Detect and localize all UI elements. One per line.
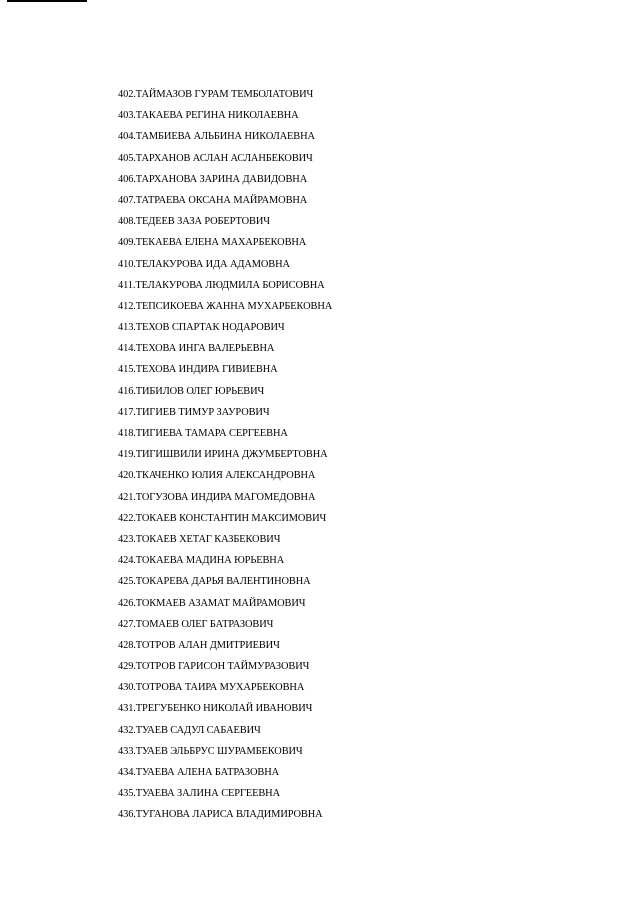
list-item: 403.ТАКАЕВА РЕГИНА НИКОЛАЕВНА: [118, 110, 299, 122]
list-item: 417.ТИГИЕВ ТИМУР ЗАУРОВИЧ: [118, 406, 270, 418]
list-item: 428.ТОТРОВ АЛАН ДМИТРИЕВИЧ: [118, 639, 280, 651]
name-list: [118, 84, 332, 826]
list-item: 402.ТАЙМАЗОВ ГУРАМ ТЕМБОЛАТОВИЧ: [118, 89, 314, 100]
list-item: 406.ТАРХАНОВА ЗАРИНА ДАВИДОВНА: [118, 173, 308, 185]
list-item: 432.ТУАЕВ САДУЛ САБАЕВИЧ: [118, 724, 261, 736]
list-item: 434.ТУАЕВА АЛЕНА БАТРАЗОВНА: [118, 767, 280, 778]
list-item: 415.ТЕХОВА ИНДИРА ГИВИЕВНА: [118, 364, 278, 376]
list-item: 419.ТИГИШВИЛИ ИРИНА ДЖУМБЕРТОВНА: [118, 449, 328, 461]
list-item: 436.ТУГАНОВА ЛАРИСА ВЛАДИМИРОВНА: [118, 809, 323, 821]
list-item: 411.ТЕЛАКУРОВА ЛЮДМИЛА БОРИСОВНА: [118, 279, 325, 291]
list-item: 421.ТОГУЗОВА ИНДИРА МАГОМЕДОВНА: [118, 491, 316, 503]
list-item: 427.ТОМАЕВ ОЛЕГ БАТРАЗОВИЧ: [118, 618, 274, 630]
list-item: 405.ТАРХАНОВ АСЛАН АСЛАНБЕКОВИЧ: [118, 152, 313, 164]
list-item: 433.ТУАЕВ ЭЛЬБРУС ШУРАМБЕКОВИЧ: [118, 745, 303, 757]
list-item: 422.ТОКАЕВ КОНСТАНТИН МАКСИМОВИЧ: [118, 512, 327, 524]
list-item: 423.ТОКАЕВ ХЕТАГ КАЗБЕКОВИЧ: [118, 533, 281, 545]
list-item: 407.ТАТРАЕВА ОКСАНА МАЙРАМОВНА: [118, 194, 308, 206]
list-item: 420.ТКАЧЕНКО ЮЛИЯ АЛЕКСАНДРОВНА: [118, 470, 316, 482]
list-item: 412.ТЕПСИКОЕВА ЖАННА МУХАРБЕКОВНА: [118, 300, 333, 312]
list-item: 408.ТЕДЕЕВ ЗАЗА РОБЕРТОВИЧ: [118, 216, 270, 228]
top-rule: [7, 0, 87, 2]
list-item: 431.ТРЕГУБЕНКО НИКОЛАЙ ИВАНОВИЧ: [118, 703, 313, 715]
list-item: 424.ТОКАЕВА МАДИНА ЮРЬЕВНА: [118, 555, 285, 567]
list-item: 426.ТОКМАЕВ АЗАМАТ МАЙРАМОВИЧ: [118, 597, 306, 609]
list-item: 435.ТУАЕВА ЗАЛИНА СЕРГЕЕВНА: [118, 788, 280, 800]
list-item: 414.ТЕХОВА ИНГА ВАЛЕРЬЕВНА: [118, 343, 275, 355]
list-item: 416.ТИБИЛОВ ОЛЕГ ЮРЬЕВИЧ: [118, 385, 265, 397]
list-item: 409.ТЕКАЕВА ЕЛЕНА МАХАРБЕКОВНА: [118, 237, 307, 249]
list-item: 413.ТЕХОВ СПАРТАК НОДАРОВИЧ: [118, 322, 285, 334]
list-item: 410.ТЕЛАКУРОВА ИДА АДАМОВНА: [118, 258, 290, 270]
list-item: 418.ТИГИЕВА ТАМАРА СЕРГЕЕВНА: [118, 428, 288, 439]
list-item: 430.ТОТРОВА ТАИРА МУХАРБЕКОВНА: [118, 682, 305, 694]
list-item: 425.ТОКАРЕВА ДАРЬЯ ВАЛЕНТИНОВНА: [118, 576, 311, 588]
list-item: 429.ТОТРОВ ГАРИСОН ТАЙМУРАЗОВИЧ: [118, 661, 310, 673]
list-item: 404.ТАМБИЕВА АЛЬБИНА НИКОЛАЕВНА: [118, 131, 315, 143]
